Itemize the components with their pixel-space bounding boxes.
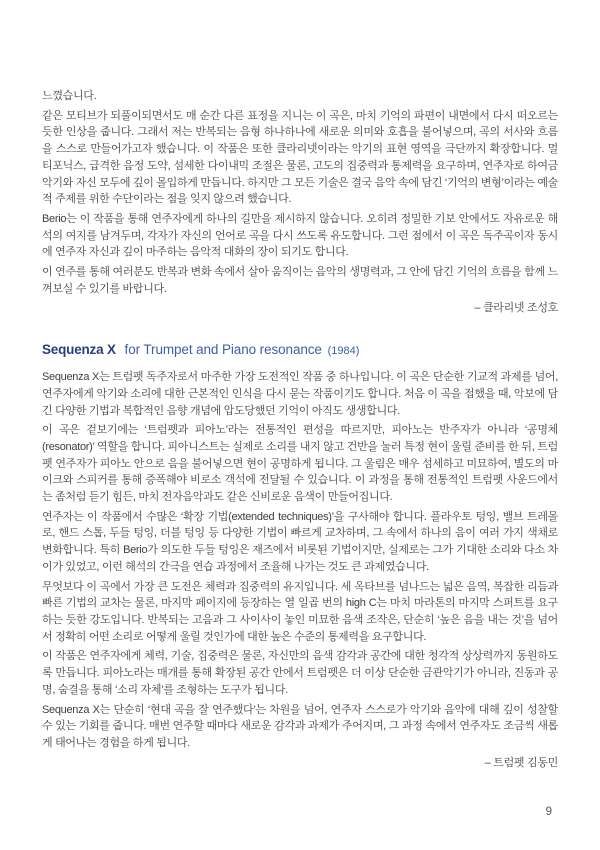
- trumpet-paragraph: 이 작품은 연주자에게 체력, 기술, 집중력은 물론, 자신만의 음색 감각과 공간에 대한 청각적 상상력까지 동원하도록 만듭니다. 피아노라는 매개를 통해 확장된 공간 안에서 트럼펫은 더 이상 단순한 금관악기가 아니라, 진동과 공명, 숨결을 통해 ‘소리 자체’를 조형하는 도구가 됩니다.: [42, 650, 558, 696]
- piece-year: (1984): [327, 345, 360, 358]
- trumpet-paragraph: Sequenza X는 단순히 ‘현대 곡을 잘 연주했다’는 차원을 넘어, 연주자 스스로가 악기와 음악에 대해 깊이 성찰할 수 있는 기회를 줍니다. 매번 연주할 때마다 새로운 감각과 과제가 주어지며, 그 과정 속에서 연주자도 조금씩 새롭게 태어나는 경험을 하게 됩니다.: [42, 703, 558, 749]
- clarinet-note-section: [42, 88, 558, 317]
- trumpet-signature: – 트럼펫 김동민: [484, 756, 558, 769]
- clarinet-paragraph: Berio는 이 작품을 통해 연주자에게 하나의 길만을 제시하지 않습니다. 오히려 정밀한 기보 안에서도 자유로운 해석의 여지를 남겨두며, 각자가 자신의 언어로 곡을 다시 쓰도록 유도합니다. 그런 점에서 이 곡은 독주곡이자 동시에 연주자 자신과 깊이 마주하는 음악적 대화의 장이 되기도 합니다.: [42, 212, 558, 259]
- trumpet-paragraph: 무엇보다 이 곡에서 가장 큰 도전은 체력과 집중력의 유지입니다. 세 옥타브를 넘나드는 넓은 음역, 복잡한 리듬과 빠른 기법의 교차는 물론, 마지막 페이지에 등장하는 열 일곱 번의 high C는 마치 마라톤의 마지막 스퍼트를 요구하는 듯한 강도입니다. 반복되는 고음과 그 사이사이 놓인 미묘한 음색 조작은, 단순히 ‘높은 음을 내는 것’을 넘어서 정확히 어떤 소리로 어떻게 울릴 것인가에 대한 높은 수준의 통제력을 요구합니다.: [42, 580, 558, 643]
- page-content: [42, 88, 558, 771]
- trumpet-paragraph: 이 곡은 겉보기에는 ‘트럼펫과 피아노’라는 전통적인 편성을 따르지만, 피아노는 반주자가 아니라 ‘공명체(resonator)’ 역할을 합니다. 피아니스트는 실제로 소리를 내지 않고 건반을 눌러 특정 현이 울릴 준비를 한 뒤, 트럼펫 연주자가 피아노 안으로 음을 불어넣으면 현이 공명하게 됩니다. 그 울림은 매우 섬세하고 미묘하여, 별도의 마이크와 스피커를 통해 증폭해야 비로소 객석에 전달될 수 있습니다. 이 과정을 통해 전통적인 트럼펫 사운드에서는 좀처럼 듣기 힘든, 마치 전자음악과도 같은 신비로운 음색이 만들어집니다.: [42, 424, 558, 504]
- clarinet-paragraph: 같은 모티브가 되풀이되면서도 매 순간 다른 표정을 지니는 이 곡은, 마치 기억의 파편이 내면에서 다시 떠오르는 듯한 인상을 줍니다. 그래서 저는 반복되는 음형 하나하나에 새로운 의미와 호흡을 불어넣으며, 곡의 서사와 흐름을 스스로 만들어가고자 했습니다. 이 작품은 또한 클라리넷이라는 악기의 표현 영역을 극단까지 확장합니다. 멀티포닉스, 급격한 음정 도약, 섬세한 다이내믹 조절은 물론, 고도의 집중력과 통제력을 요구하며, 연주자로 하여금 악기와 자신 모두에 깊이 몰입하게 만듭니다. 하지만 그 모든 기술은 결국 음악 속에 담긴 ‘기억의 변형’이라는 예술적 주제를 위한 수단이라는 점을 잊지 않으려 했습니다.: [42, 109, 558, 206]
- clarinet-signature: – 클라리넷 조성호: [474, 302, 558, 315]
- piece-subtitle: for Trumpet and Piano resonance: [124, 342, 322, 358]
- clarinet-paragraph: 이 연주를 통해 여러분도 반복과 변화 속에서 살아 움직이는 음악의 생명력과, 그 안에 담긴 기억의 흐름을 함께 느껴보실 수 있기를 바랍니다.: [42, 266, 558, 295]
- page-number: 9: [545, 806, 552, 818]
- trumpet-paragraph: Sequenza X는 트럼펫 독주자로서 마주한 가장 도전적인 작품 중 하나입니다. 이 곡은 단순한 기교적 과제를 넘어, 연주자에게 악기와 소리에 대한 근본적인 인식을 다시 묻는 작품이기도 합니다. 처음 이 곡을 접했을 때, 악보에 담긴 다양한 기법과 복합적인 음향 개념에 압도당했던 기억이 아직도 생생합니다.: [42, 371, 558, 417]
- piece-title: Sequenza X: [42, 342, 116, 358]
- trumpet-paragraph: 연주자는 이 작품에서 수많은 ‘확장 기법(extended techniques)’을 구사해야 합니다. 플라우토 텅잉, 밸브 트레몰로, 핸드 스톱, 두들 텅잉, 더블 텅잉 등 다양한 기법이 빠르게 교차하며, 그 속에서 하나의 음이 여러 가지 색채로 변화합니다. 특히 Berio가 의도한 두들 텅잉은 재즈에서 비롯된 기법이지만, 실제로는 그가 기대한 소리와 다소 차이가 있었고, 이런 해석의 간극을 연습 과정에서 조율해 나가는 것도 큰 과제였습니다.: [42, 510, 558, 573]
- clarinet-paragraph-end: 느꼈습니다.: [42, 90, 97, 102]
- trumpet-note-section: [42, 342, 558, 771]
- piece-title-heading: [42, 342, 558, 359]
